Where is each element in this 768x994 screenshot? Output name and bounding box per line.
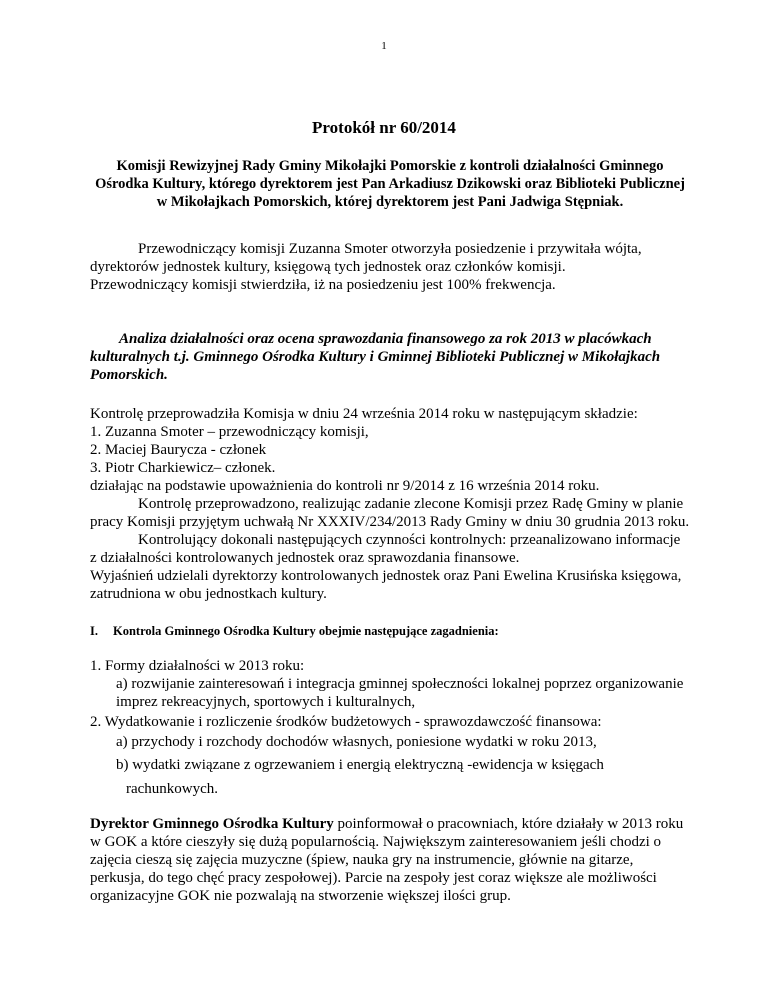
director-label: Dyrektor Gminnego Ośrodka Kultury: [90, 816, 334, 832]
list-item-2: 2. Wydatkowanie i rozliczenie środków budżetowych - sprawozdawczość finansowa:: [90, 714, 602, 730]
intro-line-2: Przewodniczący komisji stwierdziła, iż na posiedzeniu jest 100% frekwencja.: [90, 277, 556, 293]
member-item: 2. Maciej Baurycza - członek: [90, 442, 267, 458]
section-heading-text: Kontrola Gminnego Ośrodka Kultury obejmie następujące zagadnienia:: [113, 624, 499, 638]
analysis-heading: Analiza działalności oraz ocena sprawozdania finansowego za rok 2013 w placówkach kulturalnych t.j. Gminnego Ośrodka Kultury i Gminnej Biblioteki Publicznej w Mikołajkach Pomorskich.: [90, 331, 661, 383]
issues-list: [90, 657, 690, 801]
page-number: 1: [381, 40, 387, 52]
section-number: I.: [90, 624, 98, 638]
list-item-2b-continued: rachunkowych.: [126, 781, 219, 797]
intro-line-1: Przewodniczący komisji Zuzanna Smoter otworzyła posiedzenie i przywitała wójta, dyrektorów jednostek kultury, księgową tych jednostek oraz członków komisji.: [90, 241, 642, 275]
section-heading: [90, 622, 690, 640]
document-title: Protokół nr 60/2014: [312, 118, 456, 137]
document-body: [90, 157, 690, 905]
control-task: Kontrolę przeprowadzono, realizując zadanie zlecone Komisji przez Radę Gminy w planie pracy Komisji przyjętym uchwałą Nr XXXIV/234/2013 Rady Gminy w dniu 30 grudnia 2013 roku.: [90, 496, 690, 530]
control-explanations: Wyjaśnień udzielali dyrektorzy kontrolowanych jednostek oraz Pani Ewelina Krusińska księgowa, zatrudniona w obu jednostkach kultury.: [90, 568, 682, 602]
document-subtitle: Komisji Rewizyjnej Rady Gminy Mikołajki Pomorskie z kontroli działalności Gminnego Ośrodka Kultury, którego dyrektorem jest Pan Arkadiusz Dzikowski oraz Biblioteki Publicznej w Mikołajkach Pomorskich, której dyrektorem jest Pani Jadwiga Stępniak.: [95, 158, 685, 210]
control-basis: działając na podstawie upoważnienia do kontroli nr 9/2014 z 16 września 2014 roku.: [90, 478, 600, 494]
control-intro: Kontrolę przeprowadziła Komisja w dniu 24 września 2014 roku w następującym składzie:: [90, 406, 638, 422]
control-activities: Kontrolujący dokonali następujących czynności kontrolnych: przeanalizowano informacje z działalności kontrolowanych jednostek oraz sprawozdania finansowe.: [90, 532, 681, 566]
member-item: 3. Piotr Charkiewicz– członek.: [90, 460, 276, 476]
director-paragraph: [90, 815, 690, 905]
list-item-1a: a) rozwijanie zainteresowań i integracja gminnej społeczności lokalnej poprzez organizowanie imprez rekreacyjnych, sportowych i kulturalnych,: [116, 676, 684, 710]
control-paragraph: [90, 405, 690, 603]
list-item-1: 1. Formy działalności w 2013 roku:: [90, 658, 305, 674]
member-item: 1. Zuzanna Smoter – przewodniczący komisji,: [90, 424, 369, 440]
intro-paragraph: [90, 240, 690, 294]
list-item-2a: a) przychody i rozchody dochodów własnych, poniesione wydatki w roku 2013,: [116, 734, 597, 750]
list-item-2b: b) wydatki związane z ogrzewaniem i energią elektryczną -ewidencja w księgach: [116, 757, 604, 773]
director-text: poinformował o pracowniach, które działały w 2013 roku w GOK a które cieszyły się dużą popularnością. Największym zainteresowaniem jeśli chodzi o zajęcia cieszą się zajęcia muzyczne (śpiew, nauka gry na instrumencie, głównie na gitarze, perkusja, do tego chęć pracy zespołowej). Parcie na zespoły jest coraz większe ale możliwości organizacyjne GOK nie pozwalają na stworzenie większej ilości grup.: [90, 816, 684, 904]
